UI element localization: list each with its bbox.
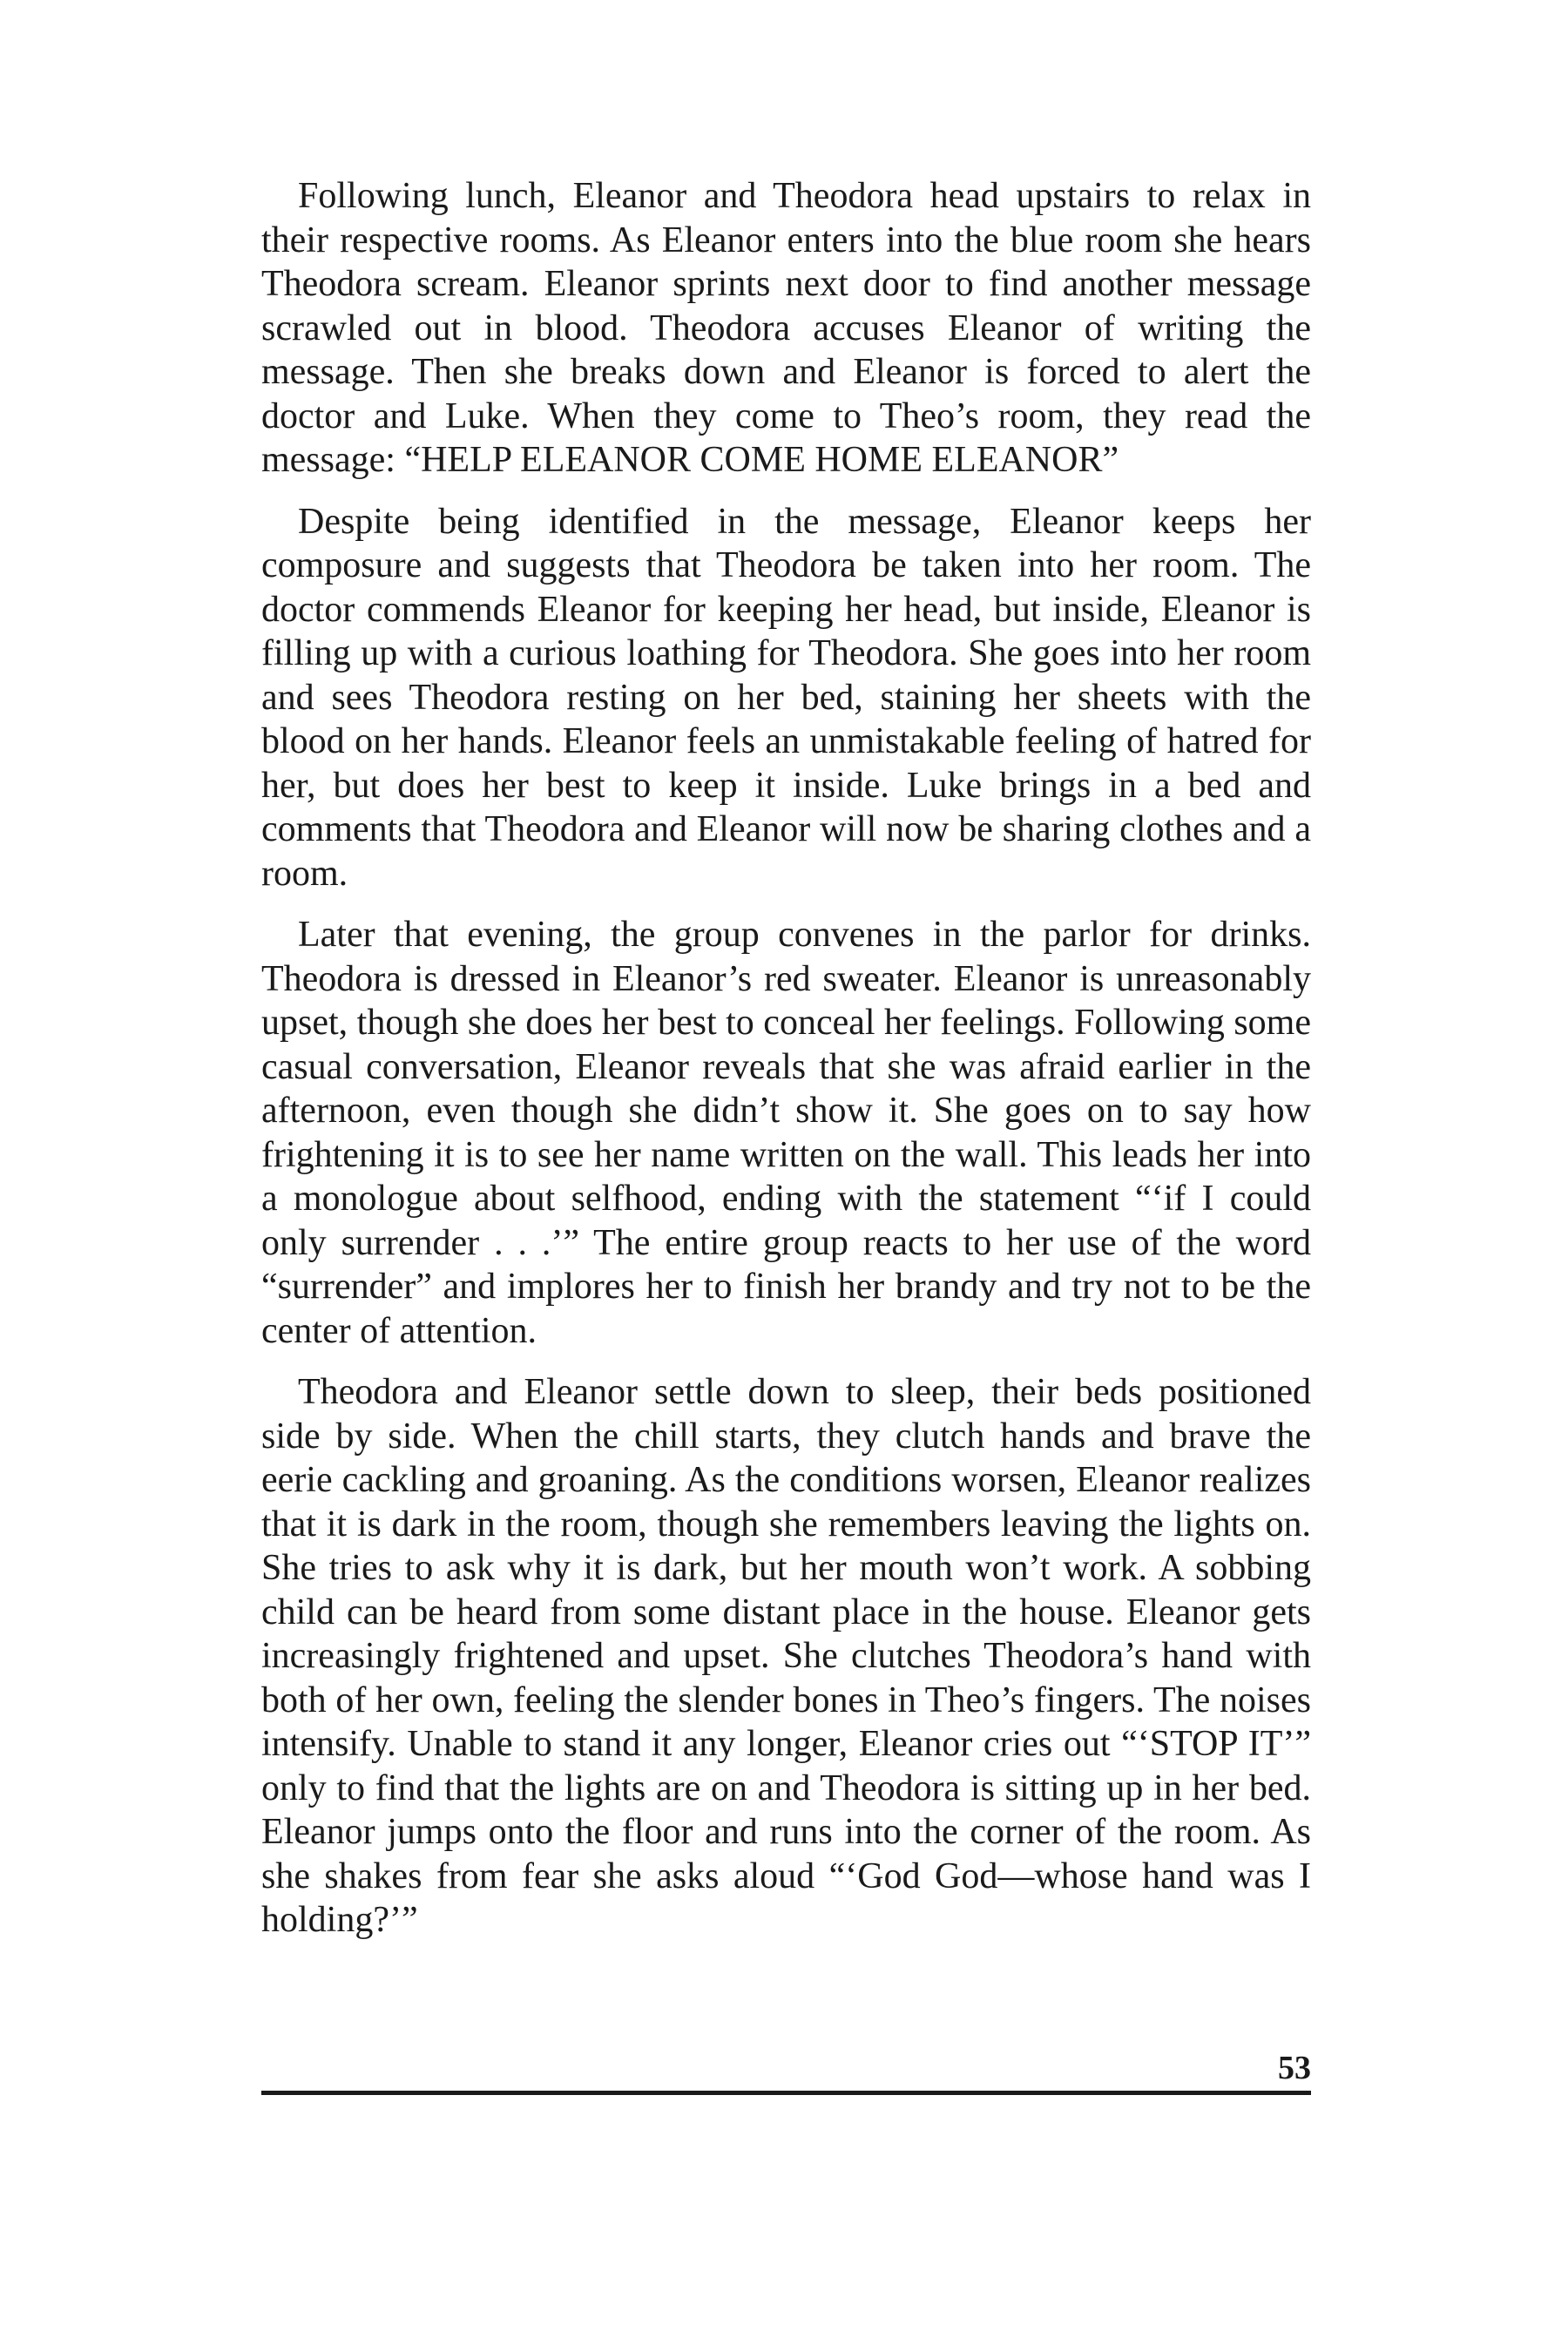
paragraph-2: Despite being identified in the message, Eleanor keeps her composure and suggests that Theodora be taken into her room. The doctor commends Eleanor for keeping her head, but inside, Eleanor is filling up with a curious loathing for Theodora. She goes into her room and sees Theodora resting on her bed, staining her sheets with the blood on her hands. Eleanor feels an unmistakable feeling of hatred for her, but does her best to keep it inside. Luke brings in a bed and comments that Theodora and Eleanor will now be sharing clothes and a room. <box>261 501 1311 894</box>
paragraph-3: Later that evening, the group convenes in the parlor for drinks. Theodora is dressed in Eleanor’s red sweater. Eleanor is unreasonably upset, though she does her best to conceal her feelings. Following some casual conversation, Eleanor reveals that she was afraid earlier in the afternoon, even though she didn’t show it. She goes on to say how frightening it is to see her name written on the wall. This leads her into a monologue about selfhood, ending with the statement “‘if I could only surrender . . .’” The entire group reacts to her use of the word “surrender” and implores her to finish her brandy and try not to be the center of attention. <box>261 915 1311 1351</box>
paragraph-4: Theodora and Eleanor settle down to sleep, their beds positioned side by side. When the chill starts, they clutch hands and brave the eerie cackling and groaning. As the conditions worsen, Eleanor realizes that it is dark in the room, though she remembers leaving the lights on. She tries to ask why it is dark, but her mouth won’t work. A sobbing child can be heard from some distant place in the house. Eleanor gets increasingly frightened and upset. She clutches Theodora’s hand with both of her own, feeling the slender bones in Theo’s fingers. The noises intensify. Unable to stand it any longer, Eleanor cries out “‘STOP IT’” only to find that the lights are on and Theodora is sitting up in her bed. Eleanor jumps onto the floor and runs into the corner of the room. As she shakes from fear she asks aloud “‘God God—whose hand was I holding?’” <box>261 1372 1311 1940</box>
footer-rule <box>261 2091 1311 2095</box>
page-number: 53 <box>1278 2050 1311 2086</box>
body-text <box>261 174 1311 1960</box>
paragraph-1: Following lunch, Eleanor and Theodora head upstairs to relax in their respective rooms. As Eleanor enters into the blue room she hears Theodora scream. Eleanor sprints next door to find another message scrawled out in blood. Theodora accuses Eleanor of writing the message. Then she breaks down and Eleanor is forced to alert the doctor and Luke. When they come to Theo’s room, they read the message: “HELP ELEANOR COME HOME ELEANOR” <box>261 176 1311 480</box>
